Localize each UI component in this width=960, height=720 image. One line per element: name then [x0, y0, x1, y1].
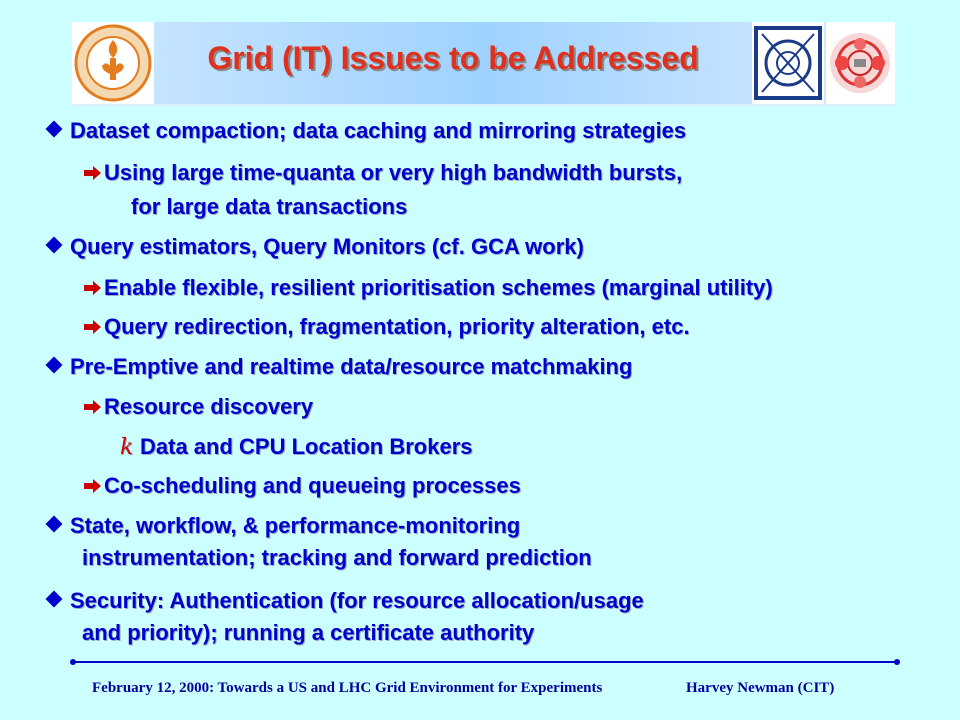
diamond-bullet-icon — [46, 516, 63, 533]
arrow-bullet-icon — [82, 318, 102, 336]
sub-line-1-cont: for large data transactions — [131, 194, 408, 219]
caltech-logo — [72, 22, 154, 104]
footer-text: February 12, 2000: Towards a US and LHC Grid Environment for Experiments — [92, 680, 603, 696]
divider-end-dot — [894, 659, 900, 665]
sub-line-4: Resource discovery — [82, 394, 313, 420]
bullet-line-2: Query estimators, Query Monitors (cf. GCA work) — [48, 234, 584, 260]
bullet-line-5-cont: and priority); running a certificate authority — [82, 620, 535, 645]
arrow-bullet-icon — [82, 279, 102, 297]
detector-logo — [826, 22, 895, 104]
k-bullet-icon: k — [120, 435, 134, 460]
arrow-bullet-icon — [82, 477, 102, 495]
arrow-bullet-icon — [82, 164, 102, 182]
divider-end-dot — [70, 659, 76, 665]
sub-line-1: Using large time-quanta or very high bandwidth bursts, — [82, 160, 682, 186]
diamond-bullet-icon — [46, 591, 63, 608]
sub-line-5: Co-scheduling and queueing processes — [82, 473, 521, 499]
diamond-bullet-icon — [46, 121, 63, 138]
subsub-line-1: k Data and CPU Location Brokers — [120, 434, 473, 460]
bullet-line-3: Pre-Emptive and realtime data/resource matchmaking — [48, 354, 632, 380]
sub-line-3: Query redirection, fragmentation, priority alteration, etc. — [82, 314, 690, 340]
footer-author: Harvey Newman (CIT) — [686, 680, 835, 696]
bullet-line-5: Security: Authentication (for resource allocation/usage — [48, 588, 644, 614]
diamond-bullet-icon — [46, 237, 63, 254]
bullet-line-4: State, workflow, & performance-monitoring — [48, 513, 520, 539]
sub-line-2: Enable flexible, resilient prioritisation schemes (marginal utility) — [82, 275, 773, 301]
slide-title: Grid (IT) Issues to be Addressed — [207, 40, 699, 76]
bullet-line-4-cont: instrumentation; tracking and forward prediction — [82, 545, 592, 570]
footer-divider — [72, 661, 898, 663]
diamond-bullet-icon — [46, 357, 63, 374]
bullet-line-1: Dataset compaction; data caching and mirroring strategies — [48, 118, 686, 144]
cern-logo — [752, 22, 824, 104]
arrow-bullet-icon — [82, 398, 102, 416]
